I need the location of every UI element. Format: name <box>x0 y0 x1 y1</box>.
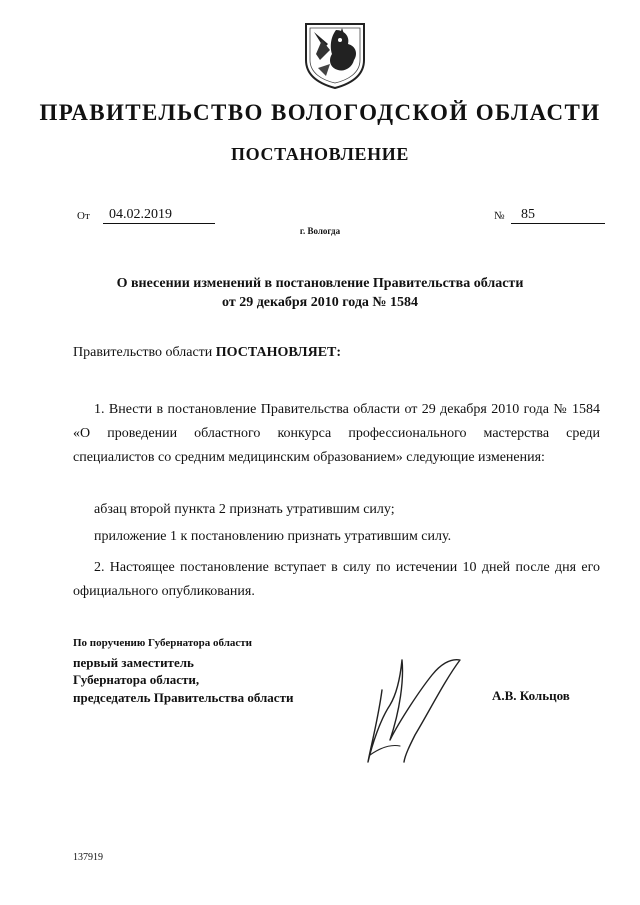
city-label: г. Вологда <box>299 226 341 236</box>
paragraph-1: 1. Внести в постановление Правительства области от 29 декабря 2010 года № 1584 «О проведении областного конкурса профессионального мастерства среди специалистов со средним медицинским образованием» следующие изменения: <box>73 402 600 465</box>
amendment-item-b: приложение 1 к постановлению признать утратившим силу. <box>94 529 452 544</box>
document-date: 04.02.2019 <box>103 207 215 224</box>
document-subject-line-1: О внесении изменений в постановление Правительства области <box>116 276 524 291</box>
document-number: 85 <box>511 207 605 224</box>
handwritten-signature <box>360 650 475 770</box>
organization-title: ПРАВИТЕЛЬСТВО ВОЛОГОДСКОЙ ОБЛАСТИ <box>39 100 601 125</box>
amendment-item-a: абзац второй пункта 2 признать утратившим силу; <box>94 502 395 517</box>
signatory-line-3: Губернатора области, <box>73 672 200 687</box>
signer-name: А.В. Кольцов <box>492 688 570 703</box>
decree-statement <box>73 345 341 361</box>
signatory-line-2: первый заместитель <box>73 655 194 670</box>
document-subject-line-2: от 29 декабря 2010 года № 1584 <box>222 295 418 310</box>
decree-keyword: ПОСТАНОВЛЯЕТ: <box>215 345 342 360</box>
document-type-title: ПОСТАНОВЛЕНИЕ <box>231 144 409 164</box>
date-label: От <box>77 210 90 222</box>
signatory-line-1: По поручению Губернатора области <box>73 637 253 649</box>
vologda-coat-of-arms-icon <box>300 20 370 90</box>
signatory-line-4: председатель Правительства области <box>73 690 294 705</box>
paragraph-2: 2. Настоящее постановление вступает в силу по истечении 10 дней после дня его официального опубликования. <box>73 560 600 599</box>
document-id: 137919 <box>73 852 103 863</box>
number-label: № <box>494 210 505 222</box>
decree-prefix: Правительство области <box>73 345 216 360</box>
